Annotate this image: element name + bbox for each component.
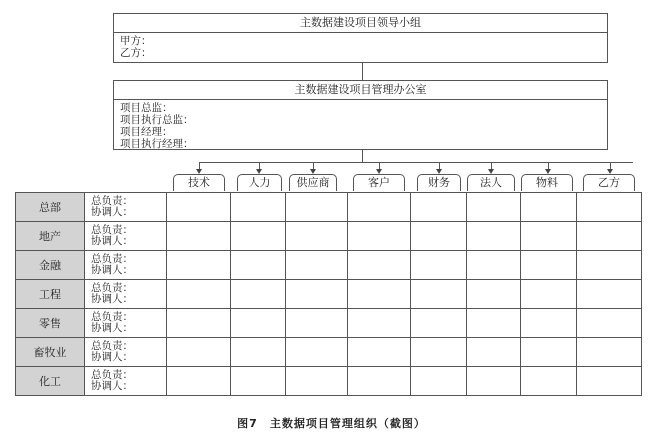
grid-cell: [521, 193, 577, 222]
lead-label: 总负责：: [91, 311, 133, 323]
division-duty: [85, 309, 167, 338]
coordinator-label: 协调人：: [91, 380, 133, 392]
grid-cell: [521, 222, 577, 251]
division-name: 地产: [16, 222, 85, 251]
coordinator-label: 协调人：: [91, 322, 133, 334]
grid-cell: [577, 280, 642, 309]
grid-cell: [231, 193, 286, 222]
table-row: [16, 193, 642, 222]
grid-cell: [231, 251, 286, 280]
grid-cell: [231, 309, 286, 338]
grid-cell: [467, 280, 521, 309]
grid-cell: [286, 251, 348, 280]
function-tab-hr: 人力: [237, 174, 282, 191]
grid-cell: [467, 367, 521, 396]
division-name: 工程: [16, 280, 85, 309]
grid-cell: [348, 367, 411, 396]
table-row: [16, 251, 642, 280]
grid-cell: [348, 309, 411, 338]
grid-cell: [231, 280, 286, 309]
grid-cell: [167, 338, 231, 367]
connector-line: [362, 150, 363, 162]
division-name: 化工: [16, 367, 85, 396]
grid-cell: [348, 280, 411, 309]
function-tab-party-b: 乙方: [583, 174, 635, 191]
lead-label: 总负责：: [91, 282, 133, 294]
division-name: 零售: [16, 309, 85, 338]
grid-cell: [411, 338, 467, 367]
grid-cell: [231, 367, 286, 396]
leadership-group-box: [113, 13, 608, 63]
grid-cell: [286, 309, 348, 338]
table-row: [16, 222, 642, 251]
figure-caption: 图7 主数据项目管理组织（截图）: [237, 417, 426, 430]
grid-cell: [348, 251, 411, 280]
grid-cell: [411, 251, 467, 280]
management-office-title: 主数据建设项目管理办公室: [114, 81, 607, 100]
grid-cell: [411, 280, 467, 309]
grid-cell: [577, 309, 642, 338]
grid-cell: [167, 309, 231, 338]
division-duty: [85, 193, 167, 222]
grid-cell: [521, 251, 577, 280]
project-director-label: 项目总监：: [120, 102, 173, 114]
party-b-label: 乙方：: [120, 47, 152, 59]
grid-cell: [467, 222, 521, 251]
division-name: 畜牧业: [16, 338, 85, 367]
table-row: [16, 367, 642, 396]
lead-label: 总负责：: [91, 224, 133, 236]
grid-cell: [577, 367, 642, 396]
function-tab-supplier: 供应商: [289, 174, 337, 191]
lead-label: 总负责：: [91, 253, 133, 265]
division-duty: [85, 222, 167, 251]
grid-cell: [577, 338, 642, 367]
division-duty: [85, 280, 167, 309]
lead-label: 总负责：: [91, 369, 133, 381]
grid-cell: [167, 280, 231, 309]
leadership-group-title: 主数据建设项目领导小组: [114, 14, 607, 33]
grid-cell: [521, 367, 577, 396]
grid-cell: [286, 338, 348, 367]
grid-cell: [286, 193, 348, 222]
coordinator-label: 协调人：: [91, 293, 133, 305]
grid-cell: [348, 222, 411, 251]
function-tab-legal-entity: 法人: [467, 174, 515, 191]
responsibility-table: [15, 192, 642, 396]
division-duty: [85, 338, 167, 367]
division-name: 金融: [16, 251, 85, 280]
coordinator-label: 协调人：: [91, 351, 133, 363]
grid-cell: [467, 309, 521, 338]
grid-cell: [467, 251, 521, 280]
division-name: 总部: [16, 193, 85, 222]
coordinator-label: 协调人：: [91, 235, 133, 247]
grid-cell: [348, 193, 411, 222]
grid-cell: [286, 367, 348, 396]
division-duty: [85, 367, 167, 396]
grid-cell: [411, 193, 467, 222]
grid-cell: [467, 193, 521, 222]
grid-cell: [521, 309, 577, 338]
coordinator-label: 协调人：: [91, 264, 133, 276]
executive-manager-label: 项目执行经理：: [120, 138, 194, 150]
grid-cell: [231, 222, 286, 251]
bus-line: [199, 162, 633, 163]
grid-cell: [167, 193, 231, 222]
lead-label: 总负责：: [91, 340, 133, 352]
lead-label: 总负责：: [91, 195, 133, 207]
function-tab-customer: 客户: [353, 174, 405, 191]
function-tab-finance: 财务: [417, 174, 461, 191]
coordinator-label: 协调人：: [91, 206, 133, 218]
grid-cell: [167, 367, 231, 396]
grid-cell: [286, 222, 348, 251]
grid-cell: [411, 367, 467, 396]
grid-cell: [577, 193, 642, 222]
grid-cell: [286, 280, 348, 309]
grid-cell: [411, 309, 467, 338]
management-office-box: [113, 80, 608, 150]
grid-cell: [577, 251, 642, 280]
party-a-label: 甲方：: [120, 35, 152, 47]
grid-cell: [167, 251, 231, 280]
grid-cell: [521, 280, 577, 309]
grid-cell: [467, 338, 521, 367]
project-manager-label: 项目经理：: [120, 126, 173, 138]
function-tab-material: 物料: [521, 174, 573, 191]
grid-cell: [521, 338, 577, 367]
grid-cell: [167, 222, 231, 251]
function-tab-tech: 技术: [173, 174, 225, 191]
division-duty: [85, 251, 167, 280]
grid-cell: [411, 222, 467, 251]
connector-line: [362, 63, 363, 80]
leadership-group-members: [114, 33, 607, 61]
table-row: [16, 280, 642, 309]
table-row: [16, 338, 642, 367]
management-office-roles: [114, 100, 607, 152]
grid-cell: [577, 222, 642, 251]
table-row: [16, 309, 642, 338]
executive-director-label: 项目执行总监：: [120, 114, 194, 126]
grid-cell: [231, 338, 286, 367]
grid-cell: [348, 338, 411, 367]
